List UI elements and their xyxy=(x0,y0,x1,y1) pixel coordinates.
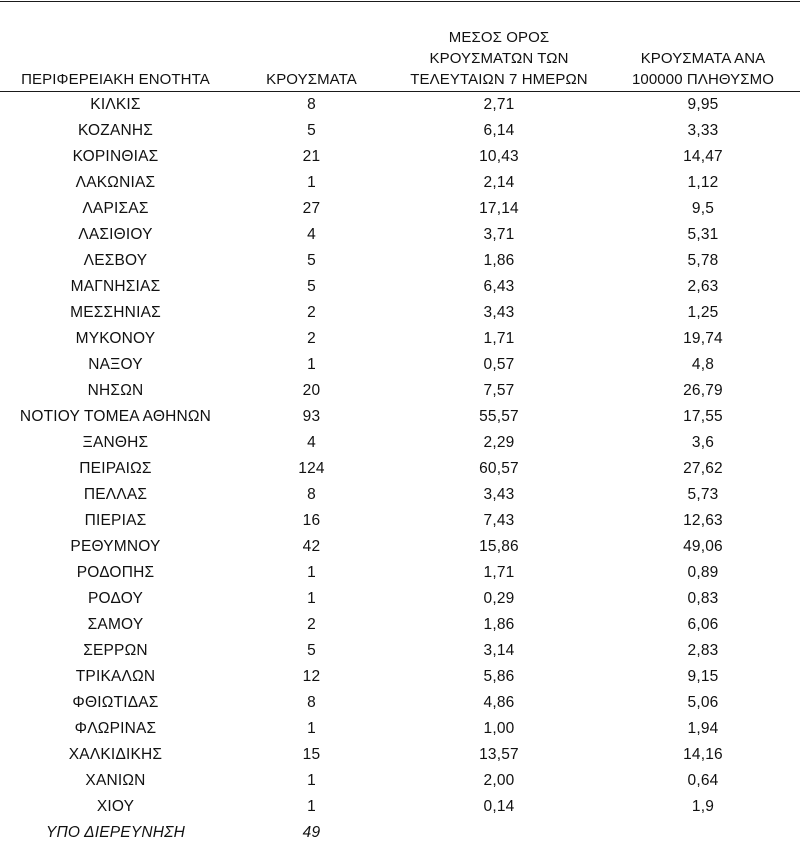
cell-region: ΝΟΤΙΟΥ ΤΟΜΕΑ ΑΘΗΝΩΝ xyxy=(0,404,231,430)
table-row xyxy=(0,274,800,300)
cell-per100k: 17,55 xyxy=(606,404,800,430)
cell-region: ΣΕΡΡΩΝ xyxy=(0,638,231,664)
cell-cases: 1 xyxy=(231,768,392,794)
header-per100k-line: 100000 ΠΛΗΘΥΣΜΟ xyxy=(606,69,800,90)
cell-per100k: 49,06 xyxy=(606,534,800,560)
cell-cases: 8 xyxy=(231,690,392,716)
table-row xyxy=(0,248,800,274)
cell-per100k: 2,63 xyxy=(606,274,800,300)
table-row xyxy=(0,768,800,794)
cell-region: ΚΟΡΙΝΘΙΑΣ xyxy=(0,144,231,170)
cell-cases: 1 xyxy=(231,794,392,820)
header-avg7-line: ΚΡΟΥΣΜΑΤΩΝ ΤΩΝ xyxy=(392,48,606,69)
cell-per100k: 5,06 xyxy=(606,690,800,716)
cell-per100k: 6,06 xyxy=(606,612,800,638)
cell-region: ΡΕΘΥΜΝΟΥ xyxy=(0,534,231,560)
footer-cell-per100k xyxy=(606,820,800,845)
cell-avg7: 7,43 xyxy=(392,508,606,534)
cell-avg7: 55,57 xyxy=(392,404,606,430)
cell-avg7: 1,71 xyxy=(392,326,606,352)
cell-cases: 5 xyxy=(231,274,392,300)
cell-per100k: 14,47 xyxy=(606,144,800,170)
header-cases xyxy=(231,3,392,92)
cell-cases: 8 xyxy=(231,482,392,508)
table-row xyxy=(0,508,800,534)
cell-cases: 1 xyxy=(231,170,392,196)
cell-per100k: 9,95 xyxy=(606,92,800,119)
cell-per100k: 27,62 xyxy=(606,456,800,482)
cell-region: ΣΑΜΟΥ xyxy=(0,612,231,638)
table-row xyxy=(0,638,800,664)
cell-region: ΡΟΔΟΥ xyxy=(0,586,231,612)
cell-per100k: 14,16 xyxy=(606,742,800,768)
cell-region: ΡΟΔΟΠΗΣ xyxy=(0,560,231,586)
cell-avg7: 0,57 xyxy=(392,352,606,378)
table-row xyxy=(0,482,800,508)
cell-cases: 20 xyxy=(231,378,392,404)
table-row xyxy=(0,170,800,196)
cell-per100k: 5,78 xyxy=(606,248,800,274)
cell-region: ΦΘΙΩΤΙΔΑΣ xyxy=(0,690,231,716)
cell-cases: 21 xyxy=(231,144,392,170)
cell-per100k: 1,25 xyxy=(606,300,800,326)
table-row xyxy=(0,794,800,820)
cell-avg7: 3,43 xyxy=(392,482,606,508)
table-row xyxy=(0,300,800,326)
cell-avg7: 7,57 xyxy=(392,378,606,404)
table-row xyxy=(0,326,800,352)
regional-cases-table xyxy=(0,3,800,845)
cell-cases: 8 xyxy=(231,92,392,119)
cell-region: ΠΕΙΡΑΙΩΣ xyxy=(0,456,231,482)
cell-avg7: 13,57 xyxy=(392,742,606,768)
cell-avg7: 3,43 xyxy=(392,300,606,326)
cell-cases: 1 xyxy=(231,716,392,742)
cell-avg7: 60,57 xyxy=(392,456,606,482)
cell-cases: 1 xyxy=(231,560,392,586)
cell-avg7: 3,14 xyxy=(392,638,606,664)
header-per100k-line: ΚΡΟΥΣΜΑΤΑ ΑΝΑ xyxy=(606,48,800,69)
table-row xyxy=(0,534,800,560)
top-border-line xyxy=(0,1,800,2)
cell-region: ΛΑΣΙΘΙΟΥ xyxy=(0,222,231,248)
cell-avg7: 17,14 xyxy=(392,196,606,222)
cell-cases: 15 xyxy=(231,742,392,768)
cell-avg7: 2,14 xyxy=(392,170,606,196)
cell-cases: 1 xyxy=(231,586,392,612)
cell-per100k: 12,63 xyxy=(606,508,800,534)
table-row xyxy=(0,742,800,768)
table-row xyxy=(0,196,800,222)
cell-cases: 12 xyxy=(231,664,392,690)
cell-per100k: 1,9 xyxy=(606,794,800,820)
header-row xyxy=(0,3,800,92)
cell-region: ΛΑΡΙΣΑΣ xyxy=(0,196,231,222)
cell-cases: 16 xyxy=(231,508,392,534)
table-row xyxy=(0,586,800,612)
cell-per100k: 26,79 xyxy=(606,378,800,404)
cell-cases: 5 xyxy=(231,248,392,274)
cell-region: ΞΑΝΘΗΣ xyxy=(0,430,231,456)
cell-per100k: 9,15 xyxy=(606,664,800,690)
cell-per100k: 0,83 xyxy=(606,586,800,612)
header-per100k xyxy=(606,3,800,92)
cell-per100k: 9,5 xyxy=(606,196,800,222)
cell-region: ΧΙΟΥ xyxy=(0,794,231,820)
footer-cell-avg7 xyxy=(392,820,606,845)
table-row xyxy=(0,404,800,430)
cell-avg7: 0,14 xyxy=(392,794,606,820)
table-row xyxy=(0,92,800,119)
cell-avg7: 3,71 xyxy=(392,222,606,248)
header-region-line: ΠΕΡΙΦΕΡΕΙΑΚΗ ΕΝΟΤΗΤΑ xyxy=(0,69,231,90)
cell-per100k: 3,33 xyxy=(606,118,800,144)
cell-avg7: 1,86 xyxy=(392,248,606,274)
cell-region: ΠΙΕΡΙΑΣ xyxy=(0,508,231,534)
cell-per100k: 0,64 xyxy=(606,768,800,794)
cell-region: ΜΕΣΣΗΝΙΑΣ xyxy=(0,300,231,326)
cell-region: ΧΑΛΚΙΔΙΚΗΣ xyxy=(0,742,231,768)
cell-cases: 5 xyxy=(231,118,392,144)
cell-cases: 4 xyxy=(231,222,392,248)
cell-per100k: 19,74 xyxy=(606,326,800,352)
table-row xyxy=(0,430,800,456)
cell-cases: 2 xyxy=(231,612,392,638)
table-row xyxy=(0,352,800,378)
cell-per100k: 5,73 xyxy=(606,482,800,508)
header-avg7 xyxy=(392,3,606,92)
cell-region: ΚΙΛΚΙΣ xyxy=(0,92,231,119)
cell-avg7: 2,71 xyxy=(392,92,606,119)
cell-avg7: 4,86 xyxy=(392,690,606,716)
table-body xyxy=(0,92,800,845)
cell-avg7: 1,71 xyxy=(392,560,606,586)
cell-avg7: 0,29 xyxy=(392,586,606,612)
cell-region: ΝΑΞΟΥ xyxy=(0,352,231,378)
cell-avg7: 1,86 xyxy=(392,612,606,638)
cell-per100k: 0,89 xyxy=(606,560,800,586)
cell-cases: 2 xyxy=(231,300,392,326)
cell-region: ΜΑΓΝΗΣΙΑΣ xyxy=(0,274,231,300)
cell-avg7: 2,29 xyxy=(392,430,606,456)
header-avg7-line: ΤΕΛΕΥΤΑΙΩΝ 7 ΗΜΕΡΩΝ xyxy=(392,69,606,90)
cell-per100k: 5,31 xyxy=(606,222,800,248)
cell-region: ΦΛΩΡΙΝΑΣ xyxy=(0,716,231,742)
cell-avg7: 6,43 xyxy=(392,274,606,300)
cell-region: ΜΥΚΟΝΟΥ xyxy=(0,326,231,352)
table-row xyxy=(0,716,800,742)
table-row xyxy=(0,144,800,170)
cell-avg7: 2,00 xyxy=(392,768,606,794)
table-row xyxy=(0,560,800,586)
cell-cases: 93 xyxy=(231,404,392,430)
table-row xyxy=(0,690,800,716)
table-row xyxy=(0,378,800,404)
table-row xyxy=(0,456,800,482)
footer-cell-cases: 49 xyxy=(231,820,392,845)
cell-cases: 1 xyxy=(231,352,392,378)
header-cases-line: ΚΡΟΥΣΜΑΤΑ xyxy=(231,69,392,90)
table-row xyxy=(0,612,800,638)
cell-cases: 2 xyxy=(231,326,392,352)
header-avg7-line: ΜΕΣΟΣ ΟΡΟΣ xyxy=(392,27,606,48)
cell-avg7: 5,86 xyxy=(392,664,606,690)
cell-cases: 42 xyxy=(231,534,392,560)
table-header xyxy=(0,3,800,92)
cell-cases: 124 xyxy=(231,456,392,482)
table-row xyxy=(0,118,800,144)
table-row xyxy=(0,664,800,690)
table-row xyxy=(0,222,800,248)
cell-cases: 27 xyxy=(231,196,392,222)
cell-region: ΛΕΣΒΟΥ xyxy=(0,248,231,274)
footer-cell-region: ΥΠΟ ΔΙΕΡΕΥΝΗΣΗ xyxy=(0,820,231,845)
cell-cases: 4 xyxy=(231,430,392,456)
cell-avg7: 1,00 xyxy=(392,716,606,742)
header-region xyxy=(0,3,231,92)
cell-region: ΝΗΣΩΝ xyxy=(0,378,231,404)
cell-cases: 5 xyxy=(231,638,392,664)
cell-per100k: 1,12 xyxy=(606,170,800,196)
cell-avg7: 10,43 xyxy=(392,144,606,170)
cell-per100k: 2,83 xyxy=(606,638,800,664)
cell-avg7: 6,14 xyxy=(392,118,606,144)
cell-region: ΧΑΝΙΩΝ xyxy=(0,768,231,794)
cell-per100k: 3,6 xyxy=(606,430,800,456)
cell-per100k: 4,8 xyxy=(606,352,800,378)
under-investigation-row xyxy=(0,820,800,845)
cell-per100k: 1,94 xyxy=(606,716,800,742)
cell-region: ΠΕΛΛΑΣ xyxy=(0,482,231,508)
cell-region: ΚΟΖΑΝΗΣ xyxy=(0,118,231,144)
cell-avg7: 15,86 xyxy=(392,534,606,560)
cell-region: ΤΡΙΚΑΛΩΝ xyxy=(0,664,231,690)
cell-region: ΛΑΚΩΝΙΑΣ xyxy=(0,170,231,196)
